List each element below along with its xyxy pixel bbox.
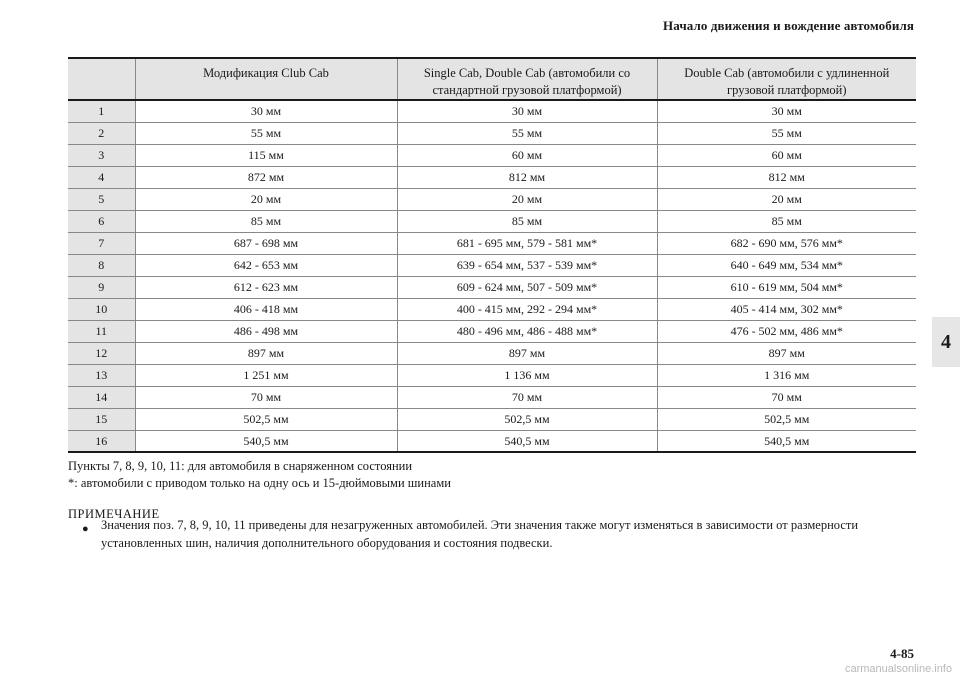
table-cell: 897 мм <box>397 342 657 364</box>
row-index-cell: 13 <box>68 364 135 386</box>
table-row <box>68 232 916 254</box>
row-index-cell: 15 <box>68 408 135 430</box>
table-cell: 681 - 695 мм, 579 - 581 мм* <box>397 232 657 254</box>
note-line: *: автомобили с приводом только на одну ось и 15-дюймовыми шинами <box>68 476 451 490</box>
table-row <box>68 276 916 298</box>
table-cell: 30 мм <box>397 100 657 122</box>
table-cell: 812 мм <box>397 166 657 188</box>
table-row <box>68 122 916 144</box>
table-row <box>68 144 916 166</box>
row-index-cell: 4 <box>68 166 135 188</box>
remark-text: Значения поз. 7, 8, 9, 10, 11 приведены для незагруженных автомобилей. Эти значения также могут изменяться в зависимости от размерности установленных шин, наличия дополнительного оборудования и состояния подвески. <box>101 518 859 550</box>
table-cell: 20 мм <box>135 188 397 210</box>
table-cell: 20 мм <box>397 188 657 210</box>
table-cell: 70 мм <box>657 386 916 408</box>
table-cell: 540,5 мм <box>657 430 916 452</box>
table-cell: 897 мм <box>135 342 397 364</box>
table-row <box>68 386 916 408</box>
header-extended-platform: Double Cab (автомобили с удлиненной грузовой платформой) <box>657 58 916 100</box>
watermark: carmanualsonline.info <box>844 663 952 675</box>
table-cell: 70 мм <box>135 386 397 408</box>
row-index-cell: 12 <box>68 342 135 364</box>
table-cell: 85 мм <box>135 210 397 232</box>
table-row <box>68 166 916 188</box>
table-cell: 502,5 мм <box>397 408 657 430</box>
bullet-icon: ● <box>82 523 89 535</box>
table-cell: 872 мм <box>135 166 397 188</box>
chapter-tab: 4 <box>932 317 960 367</box>
table-cell: 400 - 415 мм, 292 - 294 мм* <box>397 298 657 320</box>
row-index-cell: 16 <box>68 430 135 452</box>
table-cell: 85 мм <box>657 210 916 232</box>
table-cell: 115 мм <box>135 144 397 166</box>
row-index-cell: 10 <box>68 298 135 320</box>
header-standard-platform: Single Cab, Double Cab (автомобили со стандартной грузовой платформой) <box>397 58 657 100</box>
header-club-cab: Модификация Club Cab <box>135 58 397 100</box>
row-index-cell: 5 <box>68 188 135 210</box>
row-index-cell: 1 <box>68 100 135 122</box>
note-line: Пункты 7, 8, 9, 10, 11: для автомобиля в снаряженном состоянии <box>68 459 413 473</box>
table-row <box>68 364 916 386</box>
table-notes <box>68 458 451 492</box>
table-row <box>68 342 916 364</box>
table-cell: 812 мм <box>657 166 916 188</box>
table-row <box>68 298 916 320</box>
dimensions-table <box>68 57 916 453</box>
table-cell: 610 - 619 мм, 504 мм* <box>657 276 916 298</box>
table-row <box>68 254 916 276</box>
header-index <box>68 58 135 100</box>
table-cell: 1 251 мм <box>135 364 397 386</box>
row-index-cell: 3 <box>68 144 135 166</box>
table-cell: 897 мм <box>657 342 916 364</box>
table-row <box>68 100 916 122</box>
remark-block <box>82 516 876 552</box>
table-row <box>68 320 916 342</box>
page-header-title: Начало движения и вождение автомобиля <box>663 18 914 33</box>
table-row <box>68 210 916 232</box>
table-cell: 60 мм <box>397 144 657 166</box>
row-index-cell: 8 <box>68 254 135 276</box>
table-cell: 480 - 496 мм, 486 - 488 мм* <box>397 320 657 342</box>
table-cell: 540,5 мм <box>397 430 657 452</box>
table-cell: 70 мм <box>397 386 657 408</box>
table-header-row <box>68 58 916 100</box>
table-cell: 609 - 624 мм, 507 - 509 мм* <box>397 276 657 298</box>
table-cell: 406 - 418 мм <box>135 298 397 320</box>
table-cell: 30 мм <box>135 100 397 122</box>
table-cell: 60 мм <box>657 144 916 166</box>
row-index-cell: 6 <box>68 210 135 232</box>
table-cell: 540,5 мм <box>135 430 397 452</box>
table-cell: 682 - 690 мм, 576 мм* <box>657 232 916 254</box>
table-cell: 405 - 414 мм, 302 мм* <box>657 298 916 320</box>
page-number: 4-85 <box>890 646 914 661</box>
table-cell: 486 - 498 мм <box>135 320 397 342</box>
table-cell: 55 мм <box>657 122 916 144</box>
table-cell: 1 316 мм <box>657 364 916 386</box>
row-index-cell: 7 <box>68 232 135 254</box>
table-cell: 1 136 мм <box>397 364 657 386</box>
table-cell: 640 - 649 мм, 534 мм* <box>657 254 916 276</box>
table-cell: 55 мм <box>397 122 657 144</box>
table-cell: 85 мм <box>397 210 657 232</box>
row-index-cell: 11 <box>68 320 135 342</box>
table-cell: 687 - 698 мм <box>135 232 397 254</box>
row-index-cell: 14 <box>68 386 135 408</box>
table-cell: 476 - 502 мм, 486 мм* <box>657 320 916 342</box>
table-cell: 502,5 мм <box>135 408 397 430</box>
table-row <box>68 430 916 452</box>
table-cell: 30 мм <box>657 100 916 122</box>
table-row <box>68 408 916 430</box>
table-cell: 612 - 623 мм <box>135 276 397 298</box>
table-cell: 20 мм <box>657 188 916 210</box>
row-index-cell: 2 <box>68 122 135 144</box>
table-cell: 642 - 653 мм <box>135 254 397 276</box>
remark-title: ПРИМЕЧАНИЕ <box>68 507 160 521</box>
table-body <box>68 100 916 452</box>
table-row <box>68 188 916 210</box>
row-index-cell: 9 <box>68 276 135 298</box>
table-cell: 55 мм <box>135 122 397 144</box>
table-cell: 502,5 мм <box>657 408 916 430</box>
table-cell: 639 - 654 мм, 537 - 539 мм* <box>397 254 657 276</box>
